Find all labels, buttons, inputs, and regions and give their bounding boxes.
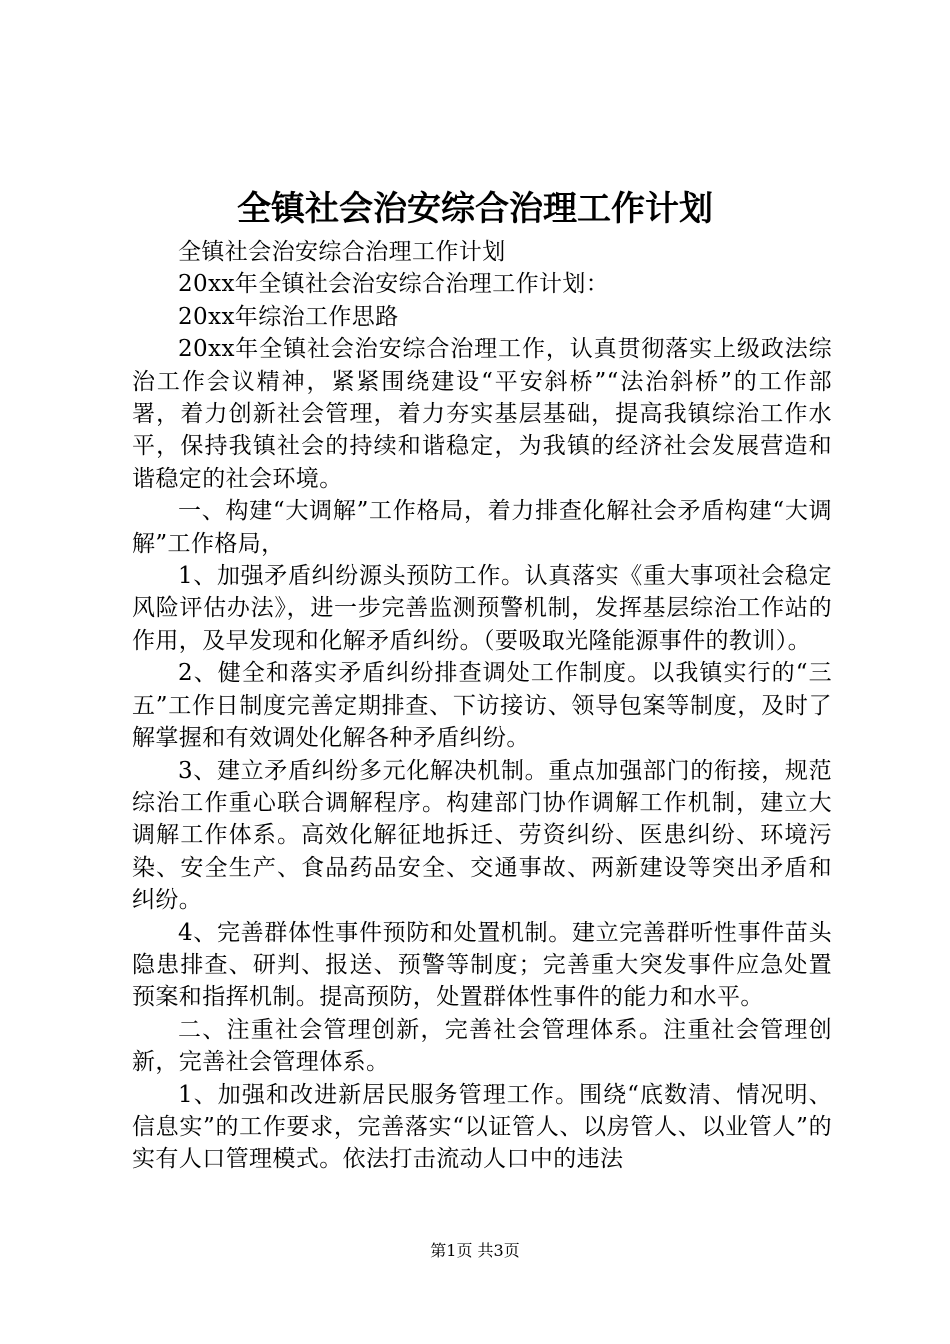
page-footer: 第1页 共3页: [430, 1241, 520, 1260]
section-heading-paragraph: 一、构建“大调解”工作格局，着力排查化解社会矛盾构建“大调解”工作格局，: [132, 498, 832, 557]
paragraph: 20xx年全镇社会治安综合治理工作计划：: [178, 271, 610, 298]
document-body: [132, 236, 832, 1176]
paragraph: 1、加强和改进新居民服务管理工作。围绕“底数清、情况明、信息实”的工作要求，完善落实“以证管人、以房管人、以业管人”的实有人口管理模式。依法打击流动人口中的违法: [132, 1081, 832, 1173]
section-heading-paragraph: 二、注重社会管理创新，完善社会管理体系。注重社会管理创新，完善社会管理体系。: [132, 1016, 832, 1076]
document-title: 全镇社会治安综合治理工作计划: [237, 189, 713, 229]
paragraph: 全镇社会治安综合治理工作计划: [178, 239, 506, 265]
paragraph: 20xx年全镇社会治安综合治理工作，认真贯彻落实上级政法综治工作会议精神，紧紧围绕建设“平安斜桥”“法治斜桥”的工作部署，着力创新社会管理，着力夯实基层基础，提高我镇综治工作水平，保持我镇社会的持续和谐稳定，为我镇的经济社会发展营造和谐稳定的社会环境。: [132, 336, 832, 492]
paragraph: 20xx年综治工作思路: [178, 303, 399, 330]
paragraph: 4、完善群体性事件预防和处置机制。建立完善群听性事件苗头隐患排查、研判、报送、预警等制度；完善重大突发事件应急处置预案和指挥机制。提高预防，处置群体性事件的能力和水平。: [132, 919, 832, 1011]
paragraph: 2、健全和落实矛盾纠纷排查调处工作制度。以我镇实行的“三五”工作日制度完善定期排查、下访接访、领导包案等制度，及时了解掌握和有效调处化解各种矛盾纠纷。: [132, 660, 832, 752]
paragraph: 1、加强矛盾纠纷源头预防工作。认真落实《重大事项社会稳定风险评估办法》，进一步完善监测预警机制，发挥基层综治工作站的作用，及早发现和化解矛盾纠纷。（要吸取光隆能源事件的教训）。: [132, 563, 832, 654]
paragraph: 3、建立矛盾纠纷多元化解决机制。重点加强部门的衔接，规范综治工作重心联合调解程序。构建部门协作调解工作机制，建立大调解工作体系。高效化解征地拆迁、劳资纠纷、医患纠纷、环境污染、安全生产、食品药品安全、交通事故、两新建设等突出矛盾和纠纷。: [132, 757, 832, 914]
